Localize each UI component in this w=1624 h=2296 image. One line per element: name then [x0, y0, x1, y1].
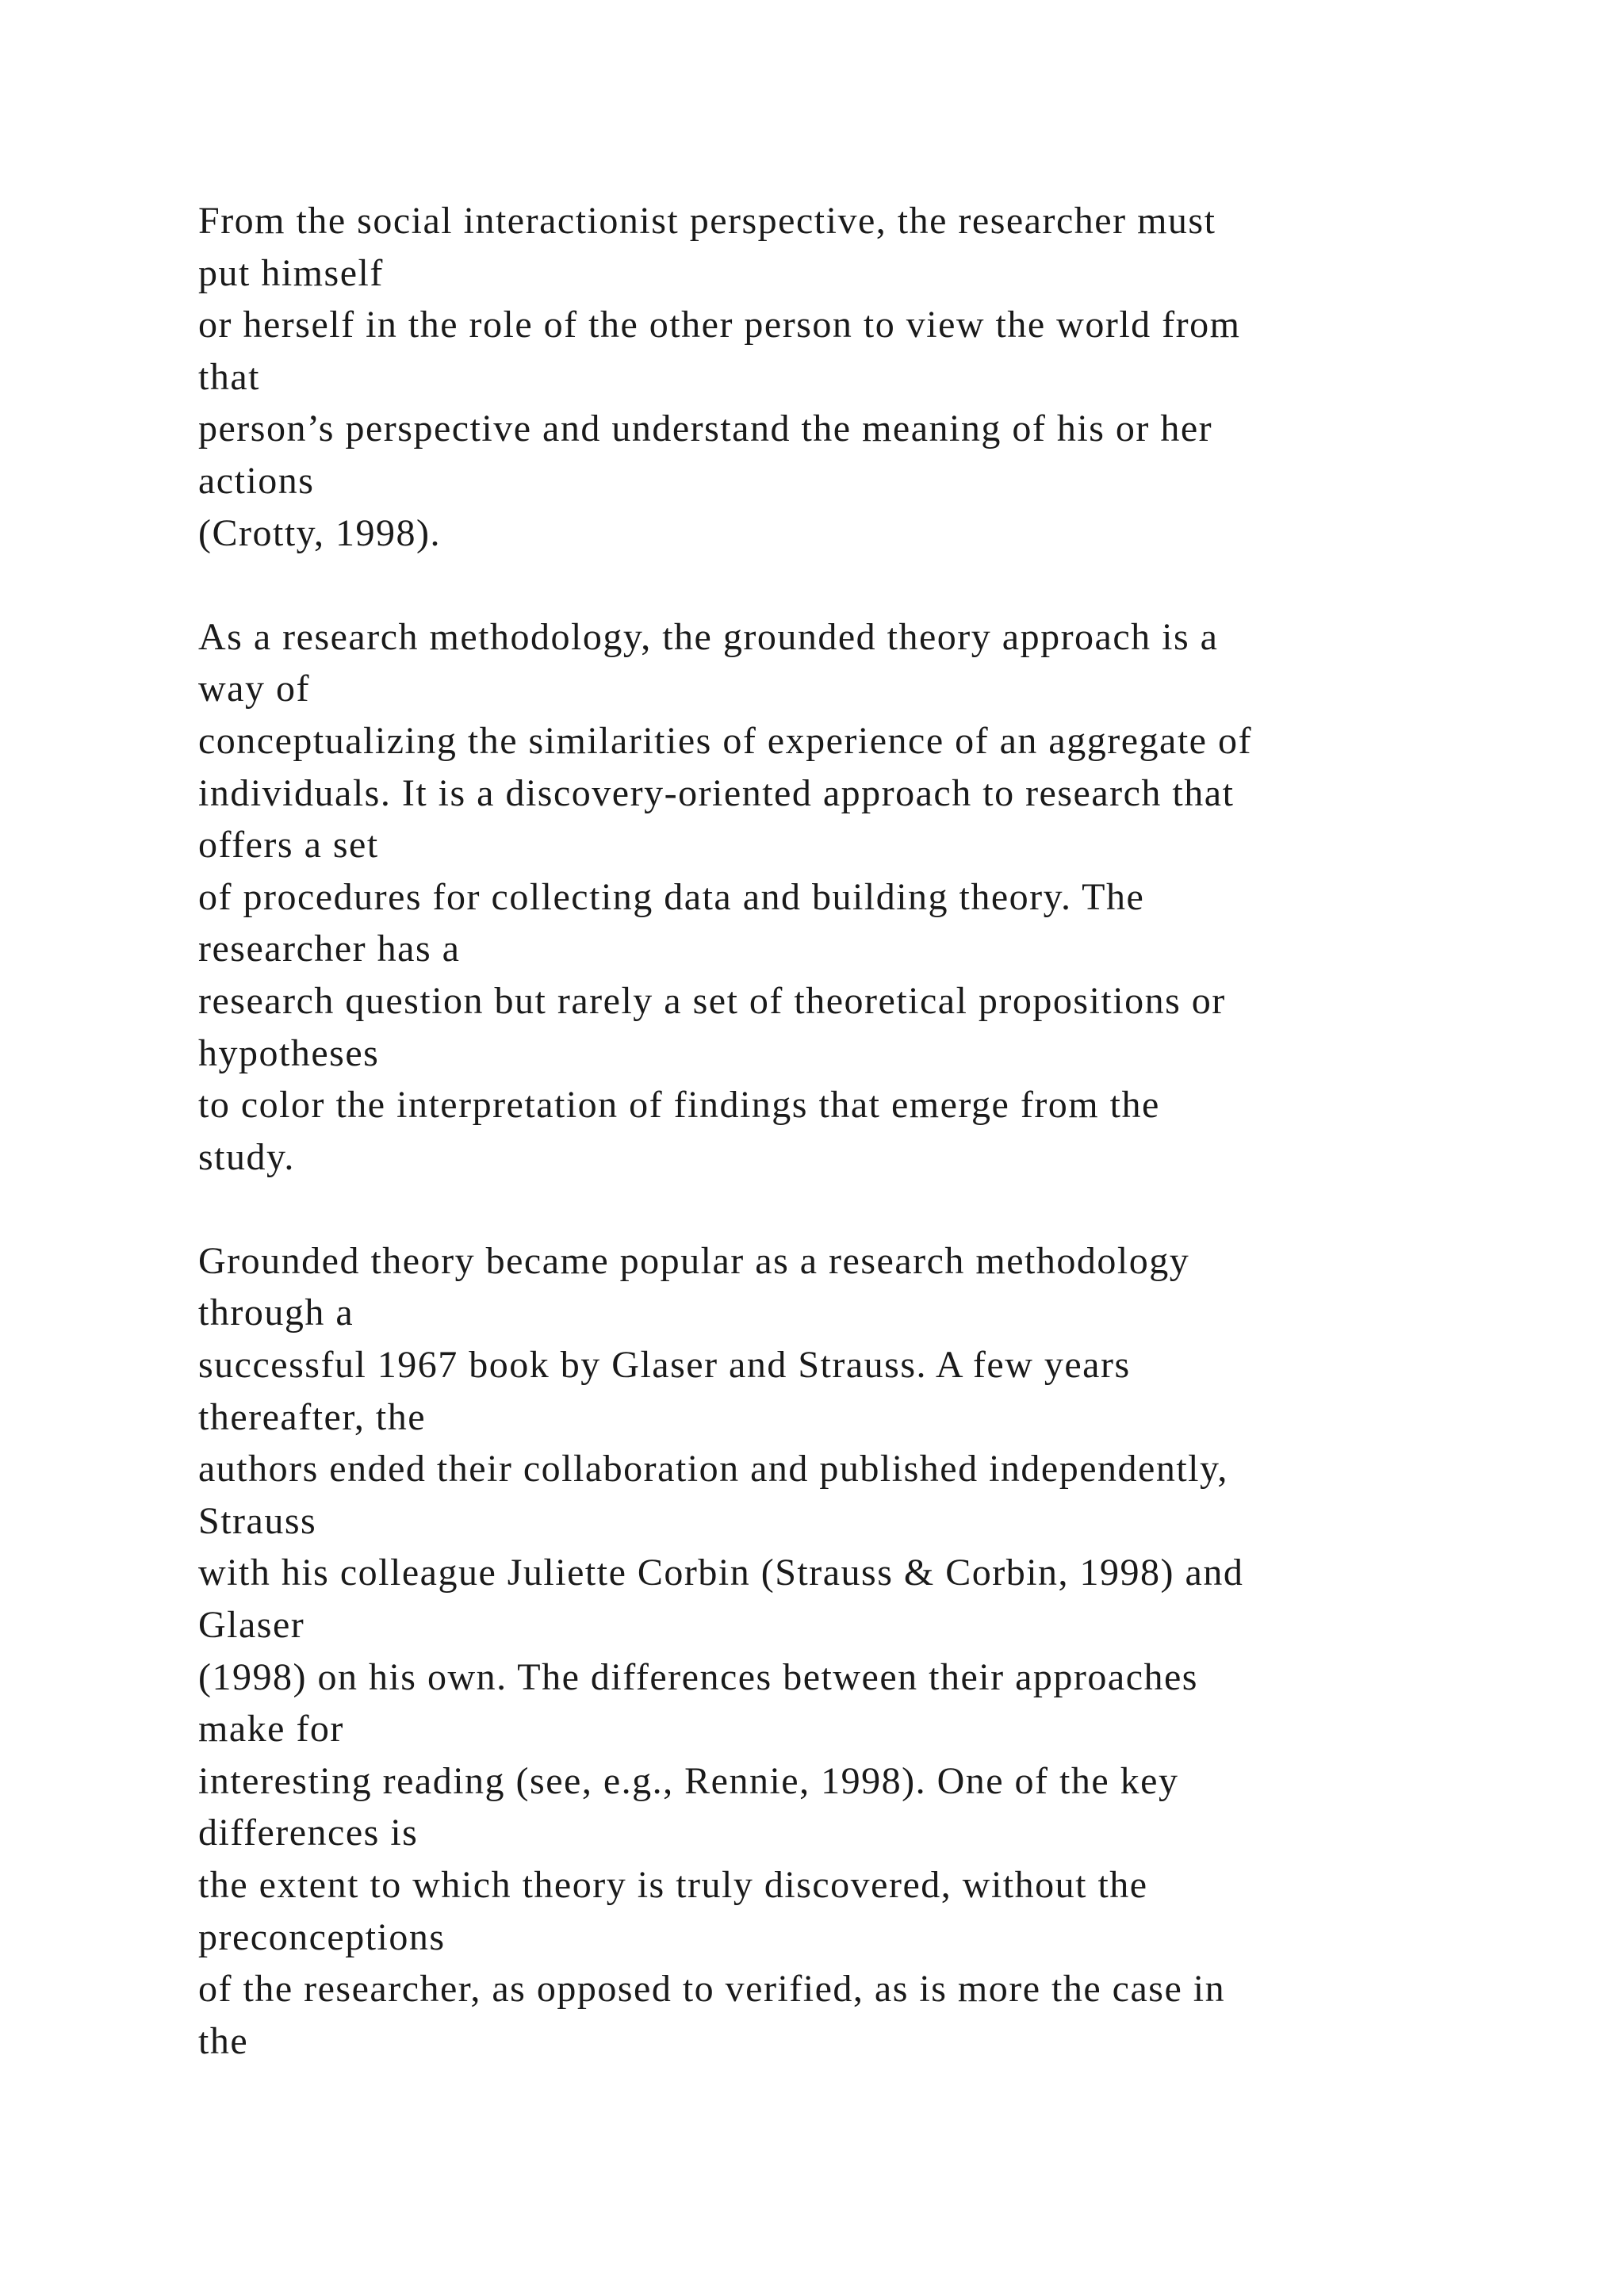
text-line: the — [198, 2019, 249, 2062]
text-line: that — [198, 355, 260, 398]
text-line: offers a set — [198, 824, 379, 867]
text-line: interesting reading (see, e.g., Rennie, 1998). One of the key — [198, 1759, 1179, 1802]
document-body — [198, 195, 1546, 2119]
paragraph-grounded-theory-methodology — [198, 611, 1546, 1184]
text-line: of the researcher, as opposed to verified, as is more the case in — [198, 1968, 1226, 2011]
text-line: person’s perspective and understand the meaning of his or her — [198, 408, 1213, 450]
text-line: hypotheses — [198, 1031, 380, 1074]
text-line: researcher has a — [198, 928, 461, 970]
text-line: (Crotty, 1998). — [198, 511, 442, 554]
text-line: conceptualizing the similarities of experience of an aggregate of — [198, 719, 1252, 762]
text-line: actions — [198, 459, 315, 502]
text-line: research question but rarely a set of theoretical propositions or — [198, 979, 1226, 1022]
text-line: preconceptions — [198, 1915, 446, 1958]
text-line: put himself — [198, 251, 384, 294]
text-line: Glaser — [198, 1604, 305, 1647]
text-line: with his colleague Juliette Corbin (Strauss & Corbin, 1998) and — [198, 1552, 1244, 1594]
text-line: through a — [198, 1292, 354, 1334]
text-line: Grounded theory became popular as a research methodology — [198, 1239, 1190, 1282]
paragraph-social-interactionist — [198, 195, 1546, 559]
text-line: (1998) on his own. The differences between their approaches — [198, 1655, 1198, 1698]
text-line: study. — [198, 1135, 295, 1178]
text-line: individuals. It is a discovery-oriented approach to research that — [198, 771, 1235, 814]
text-line: differences is — [198, 1812, 419, 1854]
text-line: Strauss — [198, 1499, 317, 1542]
text-line: way of — [198, 668, 310, 710]
paragraph-grounded-theory-history — [198, 1235, 1546, 2068]
text-line: As a research methodology, the grounded theory approach is a — [198, 615, 1219, 658]
text-line: successful 1967 book by Glaser and Strauss. A few years — [198, 1344, 1131, 1387]
text-line: thereafter, the — [198, 1395, 427, 1438]
text-line: to color the interpretation of findings that emerge from the — [198, 1084, 1160, 1127]
text-line: or herself in the role of the other person to view the world from — [198, 304, 1241, 346]
text-line: authors ended their collaboration and published independently, — [198, 1448, 1228, 1490]
text-line: From the social interactionist perspective, the researcher must — [198, 200, 1216, 242]
text-line: the extent to which theory is truly discovered, without the — [198, 1864, 1148, 1906]
text-line: make for — [198, 1708, 344, 1751]
text-line: of procedures for collecting data and building theory. The — [198, 875, 1145, 918]
